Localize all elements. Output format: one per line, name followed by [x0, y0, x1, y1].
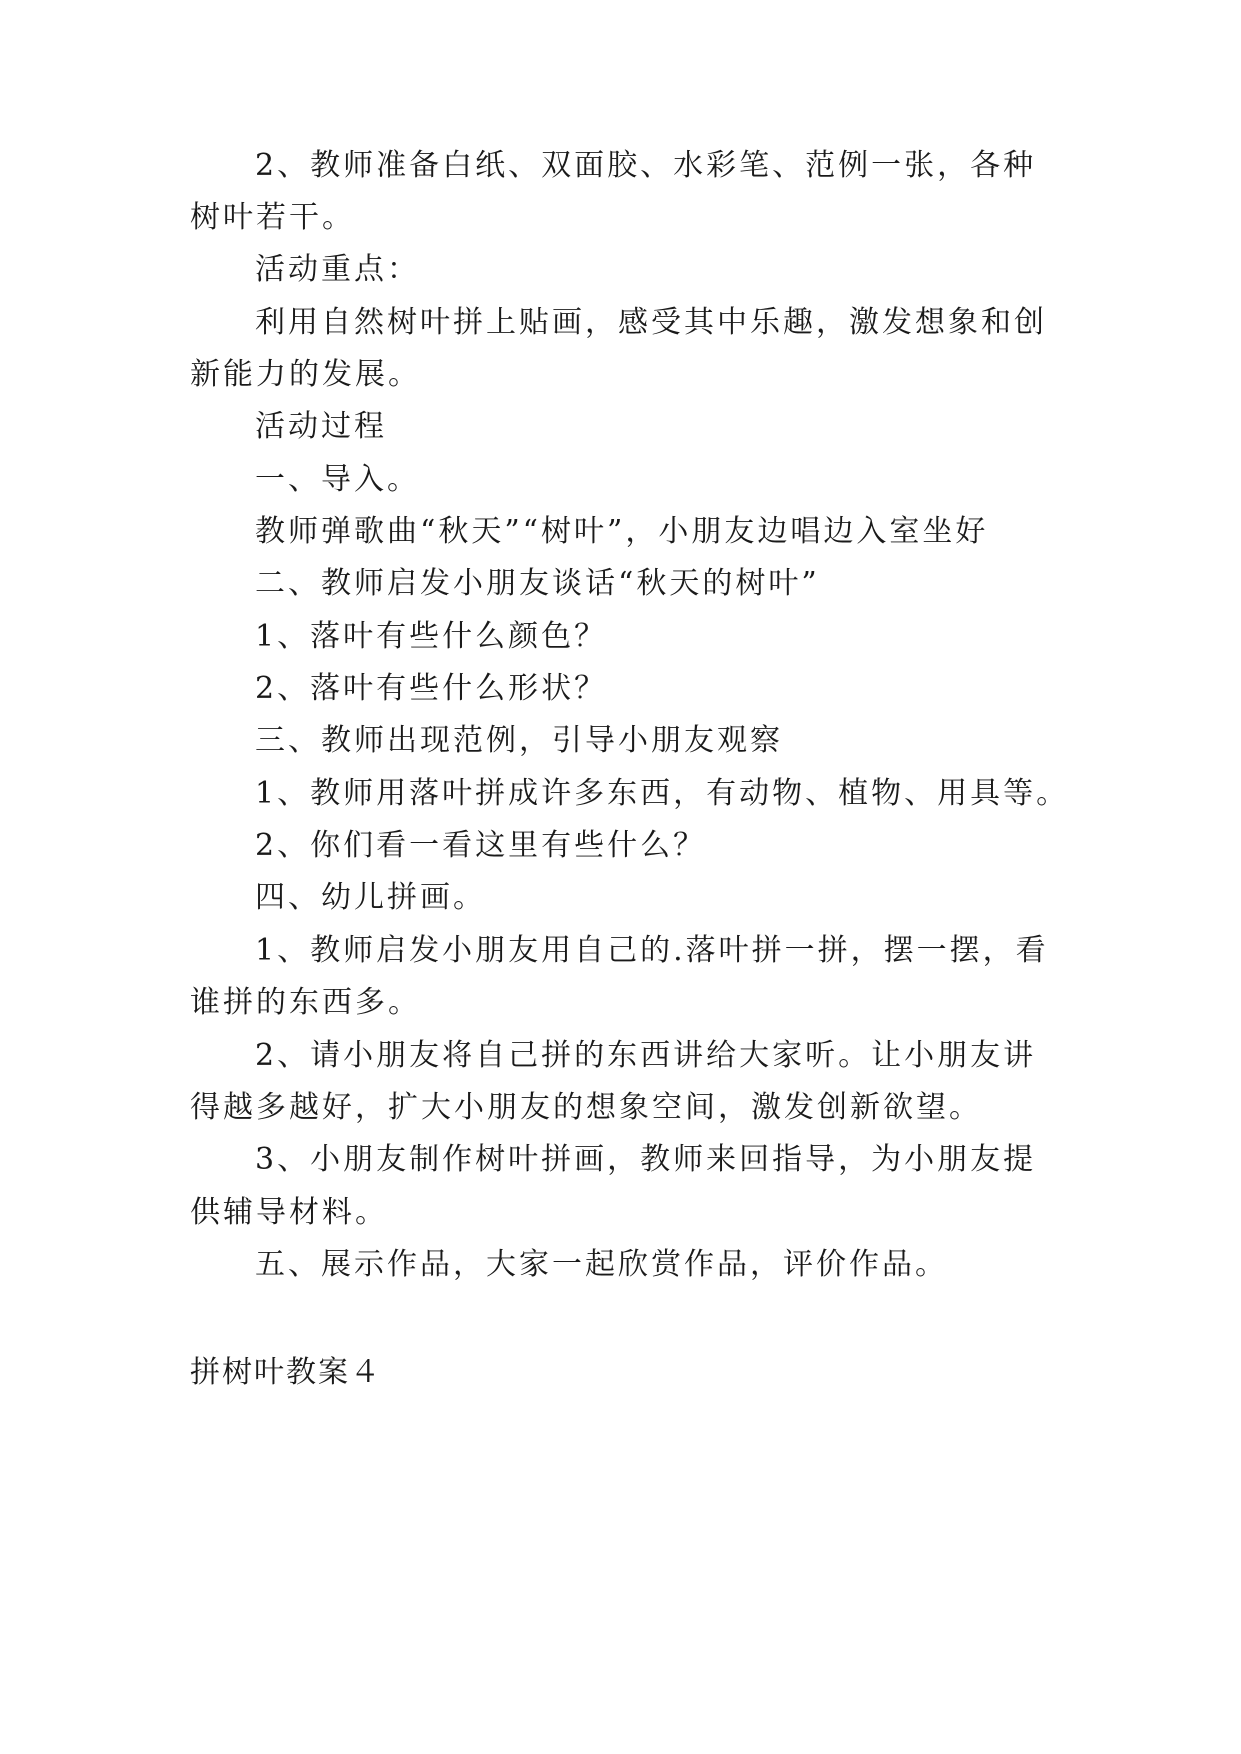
paragraph-line: 2、落叶有些什么形状？ — [255, 671, 608, 706]
paragraph-line: 1、落叶有些什么颜色？ — [255, 619, 608, 654]
paragraph-line: 新能力的发展。 — [190, 357, 421, 392]
paragraph-line: 三、教师出现范例，引导小朋友观察 — [255, 723, 783, 758]
paragraph-line: 1、教师用落叶拼成许多东西，有动物、植物、用具等。 — [255, 776, 1070, 811]
paragraph-line: 利用自然树叶拼上贴画，感受其中乐趣，激发想象和创 — [255, 305, 1047, 340]
paragraph-line: 四、幼儿拼画。 — [255, 880, 486, 915]
paragraph-line: 2、请小朋友将自己拼的东西讲给大家听。让小朋友讲 — [255, 1038, 1037, 1073]
paragraph-line: 2、你们看一看这里有些什么？ — [255, 828, 707, 863]
section-heading: 拼树叶教案４ — [190, 1355, 382, 1390]
paragraph-line: 活动重点： — [255, 252, 420, 287]
paragraph-line: 教师弹歌曲“秋天”“树叶”，小朋友边唱边入室坐好 — [255, 514, 989, 549]
paragraph-line: 一、导入。 — [255, 462, 420, 497]
paragraph-line: 3、小朋友制作树叶拼画，教师来回指导，为小朋友提 — [255, 1142, 1037, 1177]
paragraph-line: 活动过程 — [255, 409, 387, 444]
paragraph-line: 1、教师启发小朋友用自己的.落叶拼一拼，摆一摆，看 — [255, 933, 1049, 968]
paragraph-line: 五、展示作品，大家一起欣赏作品，评价作品。 — [255, 1247, 948, 1282]
paragraph-line: 2、教师准备白纸、双面胶、水彩笔、范例一张，各种 — [255, 148, 1037, 183]
paragraph-line: 供辅导材料。 — [190, 1195, 388, 1230]
paragraph-line: 谁拼的东西多。 — [190, 985, 421, 1020]
paragraph-line: 得越多越好，扩大小朋友的想象空间，激发创新欲望。 — [190, 1090, 982, 1125]
paragraph-line: 二、教师启发小朋友谈话“秋天的树叶” — [255, 566, 820, 601]
paragraph-line: 树叶若干。 — [190, 200, 355, 235]
